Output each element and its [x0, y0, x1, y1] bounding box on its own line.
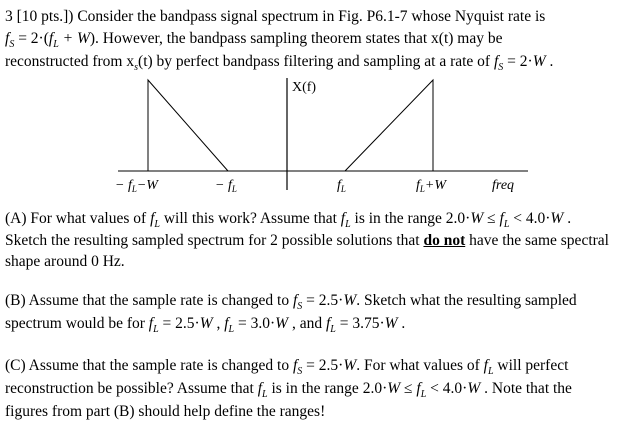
problem-text-1: Consider the bandpass signal spectrum in Fig. P6.1-7 whose Nyquist rate is	[77, 8, 546, 25]
part-b-line-1: (B) Assume that the sample rate is changed to $f_S = 2.5\cdot W$. Sketch what the resulting sampled	[5, 292, 577, 312]
part-a-line-2: Sketch the resulting sampled spectrum for 2 possible solutions that do not have the same spectral	[5, 232, 609, 249]
part-a-line-3: shape around 0 Hz.	[5, 253, 125, 270]
spectrum-axis-label: X(f)	[292, 80, 317, 95]
problem-line-2: $f_S = 2\cdot(f_L + W)$. However, the bandpass sampling theorem states that x(t) may be	[5, 30, 503, 50]
part-c-line-1: (C) Assume that the sample rate is changed to $f_S = 2.5\cdot W$. For what values of $f_L$ will perfect	[5, 357, 569, 377]
problem-line-3: reconstructed from $x_s(t)$ by perfect bandpass filtering and sampling at a rate of $f_S = 2\cdot W$ .	[5, 53, 554, 73]
tick-label-neg-fl-2: − $f_L$	[215, 178, 237, 194]
part-c-line-2: reconstruction be possible? Assume that $f_L$ is in the range $2.0\cdot W \le f_L < 4.0\cdot W$ . Note that the	[5, 380, 572, 400]
problem-line-1	[5, 6, 635, 27]
part-c-line-3: figures from part (B) should help define the ranges!	[5, 403, 326, 420]
positive-band-triangle	[345, 80, 433, 171]
negative-band-triangle	[148, 80, 228, 171]
part-b-line-2: spectrum would be for $f_L = 2.5\cdot W$ , $f_L = 3.0\cdot W$ , and $f_L = 3.75\cdot W$ .	[5, 315, 406, 335]
emphasis-do-not: do not	[423, 232, 466, 249]
tick-label-neg-fl: − $f_L-W$	[115, 178, 158, 194]
tick-label-fl: $f_L$	[337, 178, 346, 194]
problem-number: 3	[5, 8, 13, 25]
part-a-line-1: (A) For what values of $f_L$ will this work? Assume that $f_L$ is in the range $2.0\cdot W \le f_L < 4.0\cdot W$ .	[5, 210, 572, 230]
spectrum-figure	[0, 72, 638, 200]
problem-points: [10 pts.])	[16, 8, 74, 25]
tick-label-freq: freq	[492, 178, 515, 193]
tick-label-fl-plus-w: $f_L+W$	[416, 178, 447, 194]
